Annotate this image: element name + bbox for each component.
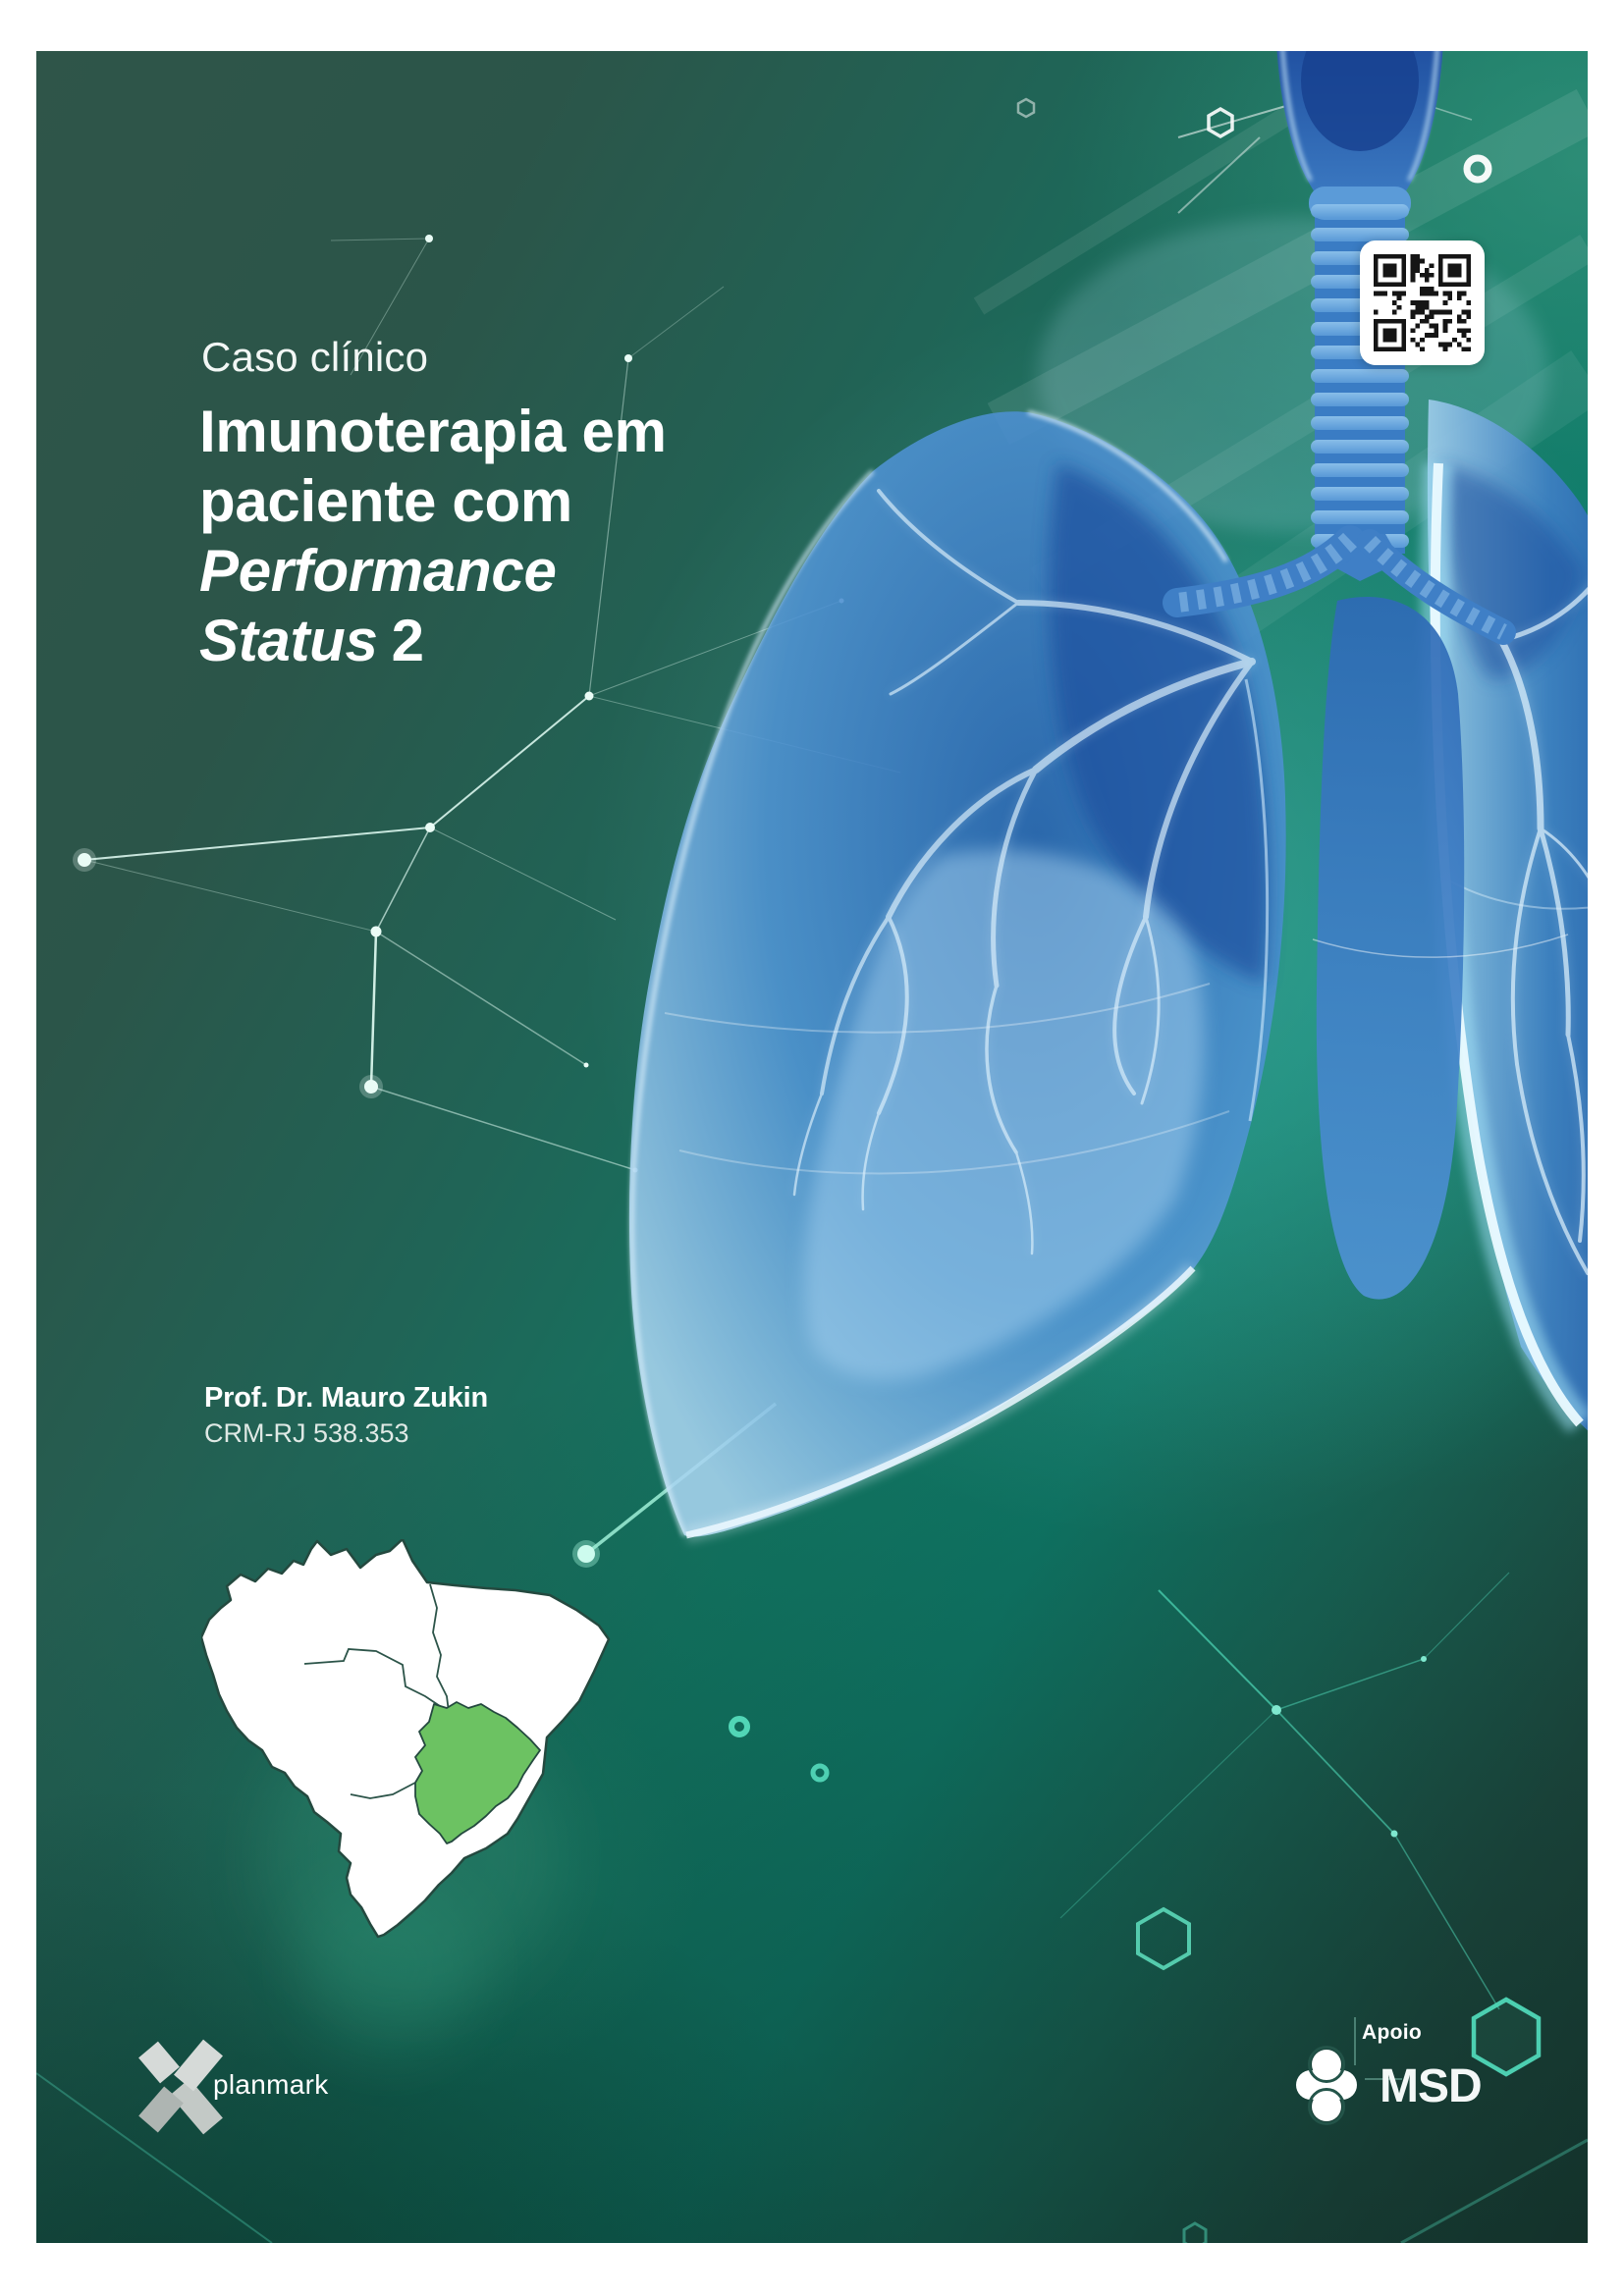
title-line-4: Status 2 [199,608,424,673]
author-crm: CRM-RJ 538.353 [204,1418,409,1448]
msd-logo-text: MSD [1380,2059,1482,2112]
brazil-map [201,1539,633,1942]
medial-lobe [1317,597,1464,1300]
kicker: Caso clínico [201,334,429,380]
map-country-outline [201,1539,609,1937]
qr-code [1360,240,1485,365]
support-label: Apoio [1362,2021,1422,2044]
msd-flower-icon [1289,2045,1364,2127]
qr-code-pattern [1374,254,1471,351]
title-line-2: paciente com [199,468,572,534]
planmark-logo-text: planmark [213,2069,329,2100]
title-line-1: Imunoterapia em [199,399,667,464]
cover-canvas [36,51,1588,2243]
msd-logo [1289,2045,1482,2127]
planmark-logo [135,2034,329,2136]
page-title [199,397,667,675]
title-line-3: Performance [199,538,557,604]
author-name: Prof. Dr. Mauro Zukin [204,1382,489,1414]
author-block [204,1380,488,1451]
